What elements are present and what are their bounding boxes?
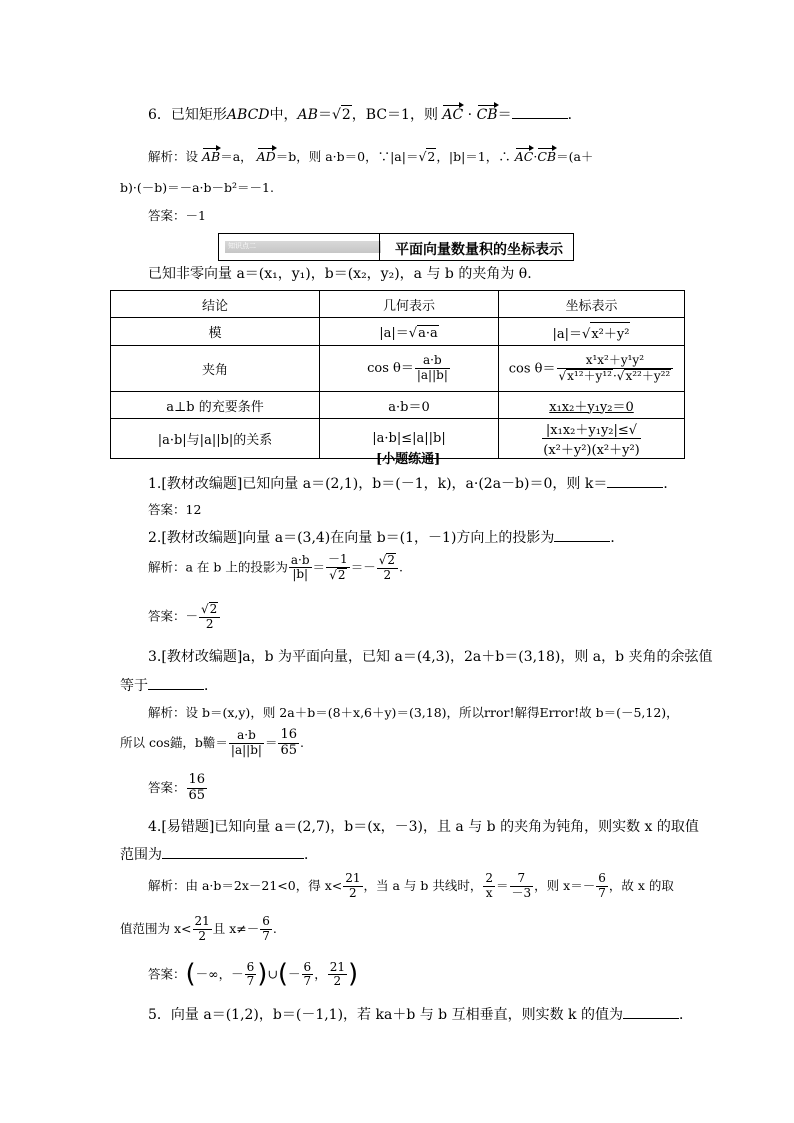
table-row: 模 |a|＝√a·a |a|＝√x²＋y² (111, 318, 685, 346)
problem-4-solution-line2: 值范围为 x< $\frac{21}{2}$ 且 x≠－ $\frac{6}{7}$ . (120, 914, 277, 943)
header-conclusion: 结论 (111, 291, 320, 318)
header-coordinate: 坐标表示 (499, 291, 685, 318)
intro-text: 已知非零向量 a＝(x₁，y₁)，b＝(x₂，y₂)，a 与 b 的夹角为 θ. (148, 266, 532, 282)
problem-3-line1: 3.[教材改编题]a，b 为平面向量，已知 a＝(4,3)，2a＋b＝(3,18)，则 a，b 夹角的余弦值 (148, 649, 713, 665)
problem-2-solution: 解析：a 在 b 上的投影为 $\frac{a\cdot b}{|b|}$ ＝ $\frac{-1}{√2}$ ＝－ $\frac{√2}{2}$ . (148, 552, 403, 582)
problem-4-solution-line1: 解析：由 a·b＝2x－21<0，得 x< $\frac{21}{2}$ ，当 a 与 b 共线时， $\frac{2}{x}$ ＝ $\frac{7}{-3}$ ，则 x＝－ $\frac{6}{7}$ ，故 x 的取 (148, 871, 674, 900)
answer-blank[interactable] (554, 529, 610, 542)
table-row: 夹角 cos θ＝ $\frac{a\cdot b}{|a||b|}$ cos θ＝ $\frac{\text{x¹x²＋y¹y²}}{\text{√x¹²＋y¹²·√x²²＋y²²}}$ (111, 346, 685, 392)
problem-3-solution-line2: 所以 cos錨，b韂＝ $\frac{a\cdot b}{|a||b|}$ ＝ $\frac{16}{65}$ . (120, 727, 304, 758)
table-row: a⊥b 的充要条件 a·b＝0 x₁x₂＋y₁y₂＝0 (111, 392, 685, 419)
vector-cb: CB (477, 102, 498, 124)
problem-4-answer: 答案：(－∞，－ $\frac{6}{7}$ )∪(－ $\frac{6}{7}$ ， $\frac{21}{2}$ ) (148, 959, 359, 989)
section-tag: 知识点二 (225, 241, 381, 253)
problem-1: 1.[教材改编题]已知向量 a＝(2,1)，b＝(－1，k)，a·(2a－b)＝0，则 k＝ ． (148, 476, 678, 492)
q6-solution-line1: 解析：设 AB＝a， AD＝b，则 a·b＝0，∵|a|＝√2，|b|＝1，∴ AC·CB＝(a＋ (148, 145, 593, 165)
answer-blank[interactable] (512, 106, 568, 119)
q6-solution-line2: b)·(－b)＝－a·b－b²＝－1. (120, 180, 274, 195)
answer-blank[interactable] (607, 475, 663, 488)
q6-answer: 答案：－1 (148, 208, 206, 223)
dot-product-table (110, 290, 685, 459)
answer-blank[interactable] (623, 1006, 679, 1019)
problem-4-line1: 4.[易错题]已知向量 a＝(2,7)，b＝(x，－3)，且 a 与 b 的夹角为钝角，则实数 x 的取值 (148, 819, 699, 835)
q6-question: 6．已知矩形ABCD中，AB＝√2，BC＝1，则 AC · CB＝ ． (148, 102, 582, 124)
practice-title: [小题练通] (376, 452, 441, 467)
table-row: |a·b|与|a||b|的关系 |a·b|≤|a||b| |x₁x₂＋y₁y₂|≤√(x²＋y²)(x²＋y²) (111, 419, 685, 459)
problem-2: 2.[教材改编题]向量 a＝(3,4)在向量 b＝(1，－1)方向上的投影为 ． (148, 530, 625, 546)
problem-4-line2: 范围为 ． (120, 847, 318, 863)
section-banner (218, 233, 574, 261)
problem-1-answer: 答案：12 (148, 502, 202, 517)
problem-3-solution-line1: 解析：设 b＝(x,y)，则 2a＋b＝(8＋x,6＋y)＝(3,18)，所以rror!解得Error!故 b＝(－5,12)， (148, 705, 679, 720)
answer-blank[interactable] (162, 846, 304, 859)
problem-2-answer: 答案：－ $\frac{√2}{2}$ (148, 602, 221, 632)
answer-blank[interactable] (148, 677, 204, 690)
problem-5: 5．向量 a＝(1,2)，b＝(－1,1)，若 ka＋b 与 b 互相垂直，则实数 k 的值为 ． (148, 1007, 693, 1023)
section-title: 平面向量数量积的坐标表示 (395, 242, 563, 258)
problem-3-line2: 等于 ． (120, 678, 218, 694)
problem-3-answer: 答案： $\frac{16}{65}$ (148, 772, 206, 803)
header-geometric: 几何表示 (320, 291, 499, 318)
banner-divider (379, 234, 380, 260)
vector-ac: AC (442, 102, 463, 124)
table-header-row (111, 291, 685, 318)
